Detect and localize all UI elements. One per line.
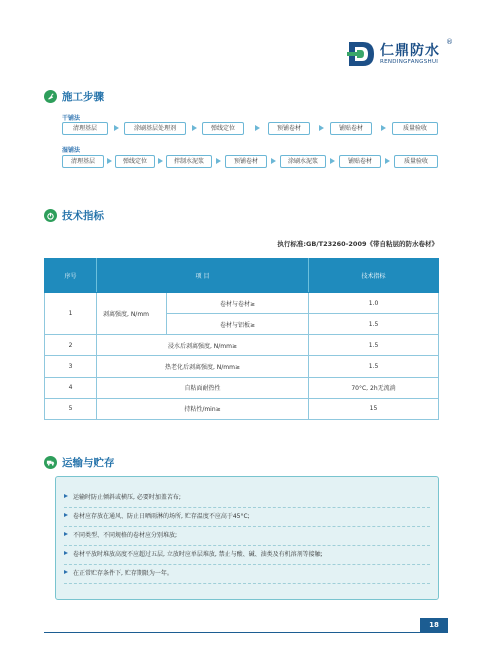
wet-method-flow [62,155,440,168]
wet-step: 弹线定位 [115,155,155,168]
divider [64,545,430,546]
list-item [64,567,173,577]
table-row [45,335,439,356]
dry-method-flow [62,122,440,135]
row-item: 持粘性/min≥ [97,398,309,419]
storage-text: 卷材应存放在通风、防止日晒雨淋的场所, 贮存温度不应高于45°C; [73,512,250,520]
dry-step: 弹线定位 [202,122,244,135]
row-no: 1 [45,293,97,335]
row-value: 1.5 [309,314,439,335]
arrow-right-icon [319,125,324,131]
storage-text: 不同类型、不同规格的卷材应分别堆放; [73,531,178,539]
row-subitem: 卷材与卷材≥ [167,293,309,314]
row-no: 4 [45,377,97,398]
divider [64,564,430,565]
trowel-icon [44,90,57,103]
dry-step: 质量验收 [392,122,438,135]
wet-step: 铺贴卷材 [339,155,381,168]
table-header-row [45,259,439,293]
table-row [45,377,439,398]
tech-table [44,258,439,420]
triangle-bullet-icon [64,494,68,498]
dry-method-label: 干铺法 [62,115,81,122]
row-value: 1.5 [309,356,439,377]
arrow-right-icon [158,158,163,164]
arrow-right-icon [107,158,112,164]
arrow-right-icon [330,158,335,164]
storage-text: 卷材平放时堆放高度不应超过五层, 立放时应单层堆放, 禁止与酸、碱、油类及有机溶剂等接触; [73,550,323,558]
row-subitem: 卷材与铝板≥ [167,314,309,335]
row-value: 1.5 [309,335,439,356]
wet-step: 拌制水泥浆 [166,155,212,168]
list-item [64,510,250,520]
registered-mark: ® [446,38,453,46]
divider [64,526,430,527]
wet-step: 质量验收 [394,155,438,168]
brand-name-en: RENDINGFANGSHUI [380,59,439,65]
list-item [64,548,323,558]
gauge-icon [44,209,57,222]
standard-caption: 执行标准:GB/T23260-2009《带自粘层的防水卷材》 [277,240,438,248]
arrow-right-icon [255,125,260,131]
row-item: 浸水后剥离强度, N/mm≥ [97,335,309,356]
row-item: 剥离强度, N/mm [97,293,167,335]
row-item: 自粘面耐热性 [97,377,309,398]
dry-step: 预铺卷材 [268,122,310,135]
row-no: 2 [45,335,97,356]
dry-step: 铺贴卷材 [330,122,372,135]
wet-step: 清理基层 [62,155,104,168]
triangle-bullet-icon [64,551,68,555]
brand-logo [346,38,456,72]
footer-rule [44,632,448,633]
row-value: 15 [309,398,439,419]
truck-icon [44,456,57,469]
logo-mark-icon [346,38,376,70]
table-row [45,356,439,377]
divider [64,507,430,508]
tech-heading [44,207,104,223]
storage-box [55,476,439,600]
page-number: 18 [420,618,448,632]
storage-text: 运输时防止倾斜或横压, 必要时加盖苫布; [73,493,181,501]
table-row [45,398,439,419]
triangle-bullet-icon [64,570,68,574]
wet-step: 涂刷水泥浆 [280,155,326,168]
brand-name-cn: 仁鼎防水 [380,43,440,59]
arrow-right-icon [192,125,197,131]
triangle-bullet-icon [64,513,68,517]
construction-title: 施工步骤 [62,90,104,103]
arrow-right-icon [216,158,221,164]
row-value: 1.0 [309,293,439,314]
tech-title: 技术指标 [62,209,104,222]
arrow-right-icon [385,158,390,164]
triangle-bullet-icon [64,532,68,536]
table-row [45,293,439,314]
row-no: 5 [45,398,97,419]
list-item [64,529,177,539]
storage-title: 运输与贮存 [62,456,115,469]
row-item: 热老化后剥离强度, N/mm≥ [97,356,309,377]
header-item: 项 目 [97,259,309,293]
arrow-right-icon [114,125,119,131]
dry-step: 清理基层 [62,122,108,135]
wet-step: 预铺卷材 [225,155,267,168]
dry-step: 涂刷基层处理剂 [124,122,186,135]
header-no: 序号 [45,259,97,293]
storage-heading [44,454,115,470]
list-item [64,491,181,501]
header-index: 技术指标 [309,259,439,293]
arrow-right-icon [271,158,276,164]
divider [64,583,430,584]
row-no: 3 [45,356,97,377]
arrow-right-icon [381,125,386,131]
construction-heading [44,88,104,104]
row-value: 70°C, 2h无流淌 [309,377,439,398]
wet-method-label: 湿铺法 [62,147,81,154]
storage-text: 在正常贮存条件下, 贮存期限为一年。 [73,569,173,577]
